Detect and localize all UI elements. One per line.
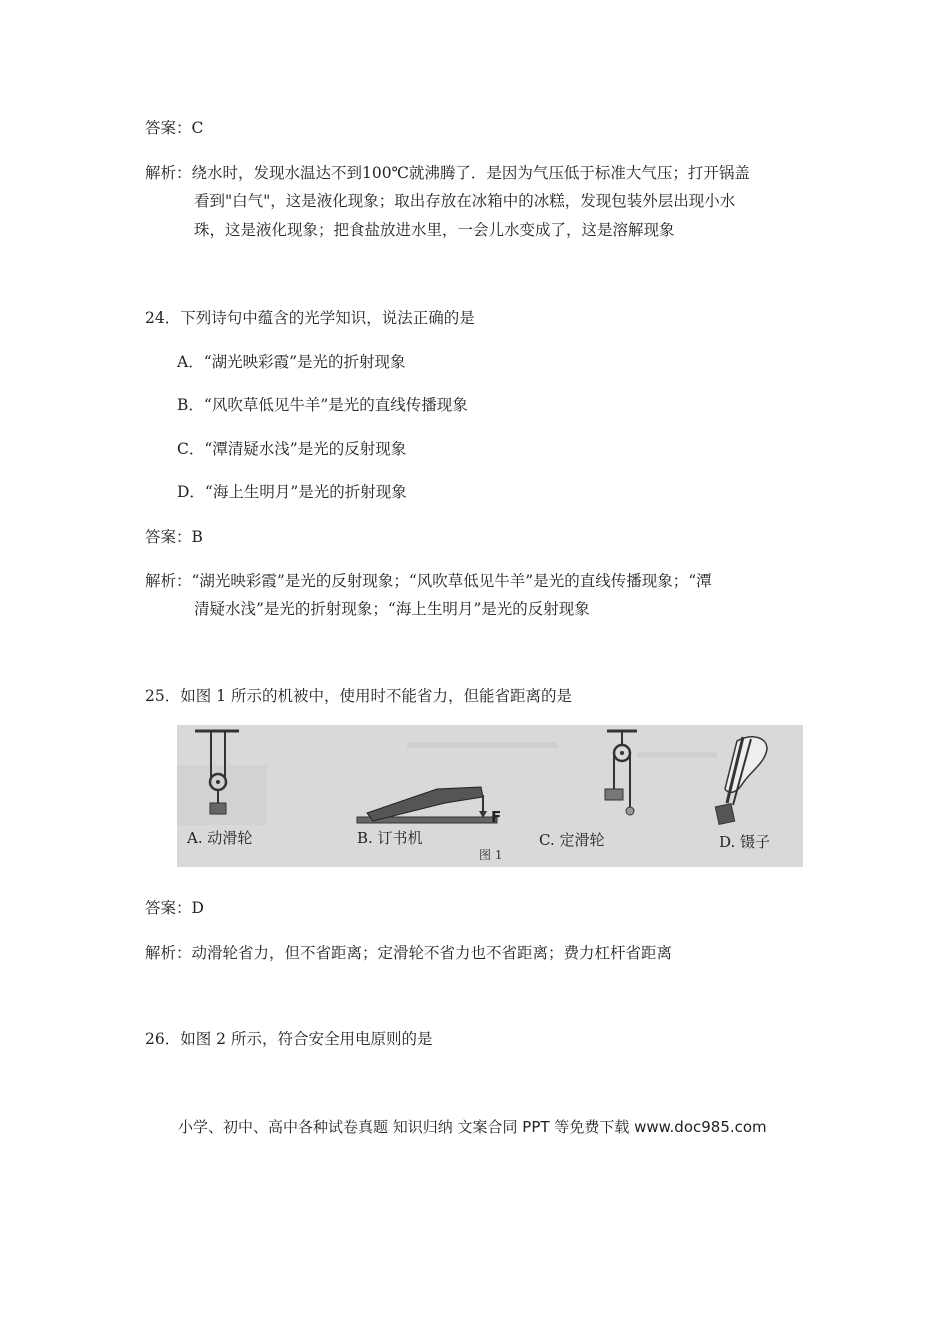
force-label: F [491, 808, 502, 826]
q24-option-a: A．“湖光映彩霞”是光的折射现象 [177, 353, 406, 371]
page-footer: 小学、初中、高中各种试卷真题 知识归纳 文案合同 PPT 等免费下载 www.doc985.com [178, 1118, 767, 1136]
q23-analysis-line2: 看到"白气"，这是液化现象；取出存放在冰箱中的冰糕，发现包装外层出现小水 [194, 192, 736, 210]
q25-answer: 答案：D [145, 899, 204, 917]
q24-analysis-line2: 清疑水浅”是光的折射现象；“海上生明月”是光的反射现象 [194, 600, 590, 618]
q25-question: 25．如图 1 所示的机被中，使用时不能省力，但能省距离的是 [145, 687, 572, 705]
label-tweezers: D. 镊子 [719, 833, 771, 851]
q24-analysis-line1: 解析：“湖光映彩霞”是光的反射现象；“风吹草低见牛羊”是光的直线传播现象；“潭 [145, 572, 712, 590]
label-stapler: B. 订书机 [357, 829, 423, 847]
q24-option-c: C．“潭清疑水浅”是光的反射现象 [177, 440, 407, 458]
figure-caption: 图 1 [479, 848, 503, 862]
q26-question: 26．如图 2 所示，符合安全用电原则的是 [145, 1030, 433, 1048]
q23-answer: 答案：C [145, 119, 204, 137]
figure-1-machines [177, 725, 803, 867]
q24-option-b: B．“风吹草低见牛羊”是光的直线传播现象 [177, 396, 468, 414]
q24-question: 24．下列诗句中蕴含的光学知识，说法正确的是 [145, 309, 475, 327]
q23-analysis-line1: 解析：绕水时，发现水温达不到100℃就沸腾了．是因为气压低于标准大气压；打开锅盖 [145, 164, 750, 182]
q25-analysis: 解析：动滑轮省力，但不省距离；定滑轮不省力也不省距离；费力杠杆省距离 [145, 944, 673, 962]
q24-answer: 答案：B [145, 528, 203, 546]
label-fixed-pulley: C. 定滑轮 [539, 831, 605, 849]
q23-analysis-line3: 珠，这是液化现象；把食盐放进水里，一会儿水变成了，这是溶解现象 [194, 221, 675, 239]
label-movable-pulley: A. 动滑轮 [187, 829, 253, 847]
q24-option-d: D．“海上生明月”是光的折射现象 [177, 483, 407, 501]
